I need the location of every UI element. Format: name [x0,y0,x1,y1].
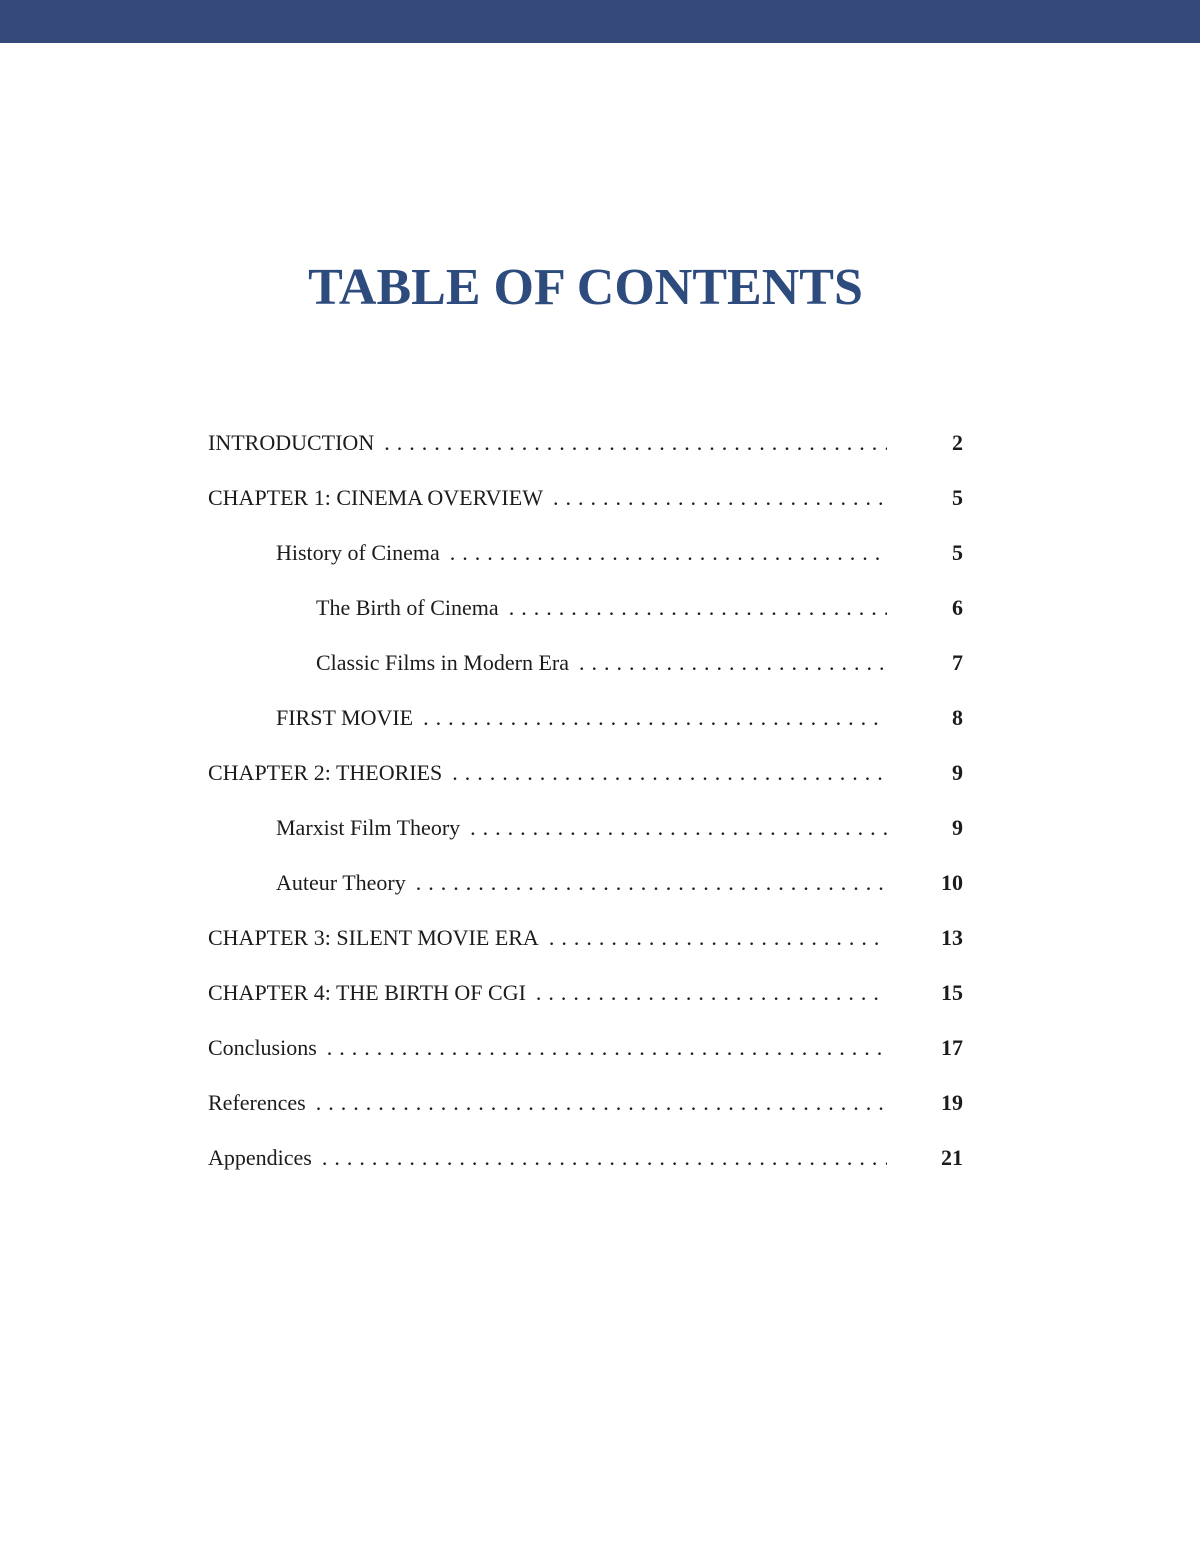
toc-entry[interactable] [208,815,963,840]
toc-page-number: 6 [952,595,963,620]
toc-entry[interactable] [208,760,963,785]
toc-page-number: 2 [952,430,963,455]
toc-entry[interactable] [208,540,963,565]
toc-entry[interactable] [208,705,963,730]
toc-page-number: 19 [941,1090,963,1115]
dot-leader [384,430,887,455]
toc-page-number: 9 [952,815,963,840]
toc-page-number: 21 [941,1145,963,1170]
toc-entry-label: Classic Films in Modern Era [316,650,569,675]
toc-list [208,430,963,1170]
dot-leader [322,1145,887,1170]
toc-entry-label: Marxist Film Theory [276,815,461,840]
toc-entry-label: References [208,1090,306,1115]
toc-entry-label: CHAPTER 1: CINEMA OVERVIEW [208,485,543,510]
dot-leader [327,1035,887,1060]
dot-leader [416,870,887,895]
toc-entry[interactable] [208,430,963,455]
toc-entry-label: The Birth of Cinema [316,595,499,620]
dot-leader [450,540,887,565]
top-accent-bar [0,0,1200,43]
toc-page-number: 10 [941,870,963,895]
dot-leader [423,705,887,730]
toc-entry[interactable] [208,980,963,1005]
toc-entry[interactable] [208,1090,963,1115]
toc-page-number: 7 [952,650,963,675]
toc-page-number: 8 [952,705,963,730]
page-title: TABLE OF CONTENTS [308,259,863,316]
dot-leader [549,925,887,950]
dot-leader [316,1090,887,1115]
toc-page-number: 5 [952,485,963,510]
toc-entry-label: CHAPTER 3: SILENT MOVIE ERA [208,925,539,950]
toc-page-number: 5 [952,540,963,565]
toc-entry-label: Conclusions [208,1035,317,1060]
toc-entry[interactable] [208,485,963,510]
toc-entry[interactable] [208,650,963,675]
toc-entry[interactable] [208,595,963,620]
toc-entry-label: History of Cinema [276,540,440,565]
dot-leader [536,980,887,1005]
toc-entry-label: CHAPTER 2: THEORIES [208,760,443,785]
toc-entry-label: Appendices [208,1145,312,1170]
toc-entry[interactable] [208,1145,963,1170]
toc-entry[interactable] [208,1035,963,1060]
dot-leader [470,815,887,840]
dot-leader [553,485,887,510]
dot-leader [452,760,887,785]
toc-page-number: 17 [941,1035,963,1060]
toc-entry-label: Auteur Theory [276,870,406,895]
toc-page-number: 9 [952,760,963,785]
toc-page-number: 15 [941,980,963,1005]
toc-entry-label: CHAPTER 4: THE BIRTH OF CGI [208,980,526,1005]
dot-leader [509,595,887,620]
toc-entry[interactable] [208,925,963,950]
toc-entry-label: FIRST MOVIE [276,705,414,730]
toc-page-number: 13 [941,925,963,950]
dot-leader [579,650,887,675]
toc-entry[interactable] [208,870,963,895]
toc-entry-label: INTRODUCTION [208,430,375,455]
